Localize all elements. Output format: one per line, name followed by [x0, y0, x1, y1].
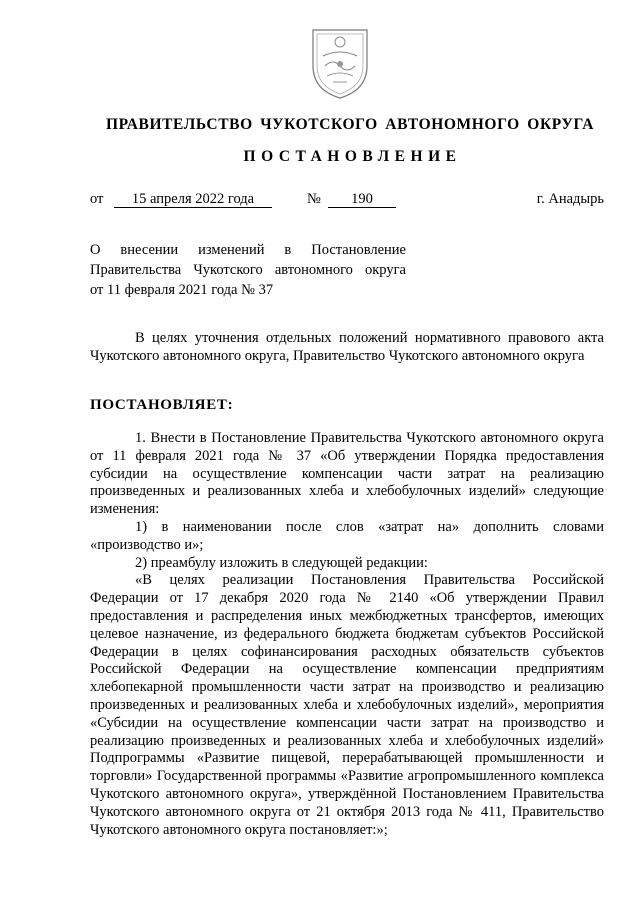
- government-title: ПРАВИТЕЛЬСТВО ЧУКОТСКОГО АВТОНОМНОГО ОКРУГА: [105, 116, 595, 133]
- coat-of-arms-icon: [305, 22, 375, 102]
- intro-paragraph: В целях уточнения отдельных положений нормативного правового акта Чукотского автономного округа, Правительство Чукотского автономного округа: [90, 330, 604, 364]
- item-paragraph: 2) преамбулу изложить в следующей редакции:: [135, 554, 428, 571]
- document-meta: [90, 191, 604, 211]
- document-date: 15 апреля 2022 года: [114, 191, 272, 208]
- document-type-title: ПОСТАНОВЛЕНИЕ: [243, 148, 462, 165]
- item-paragraph: 1) в наименовании после слов «затрат на» дополнить словами «производство и»;: [90, 518, 604, 553]
- resolution-items: [90, 430, 604, 839]
- item-paragraph: 1. Внести в Постановление Правительства Чукотского автономного округа от 11 февраля 2021 года № 37 «Об утверждении Порядка предоставления субсидии на осуществление компенсации части затрат на реализацию произведенных и реализованных хлеба и хлебобулочных изделий» следующие изменения:: [90, 430, 604, 518]
- item-paragraph: «В целях реализации Постановления Правительства Российской Федерации от 17 декабря 2020 года № 2140 «Об утверждении Правил предоставления и распределения иных межбюджетных трансфертов, имеющих целевое назначение, из федерального бюджета бюджетам субъектов Российской Федерации в целях софинансирования расходных обязательств субъектов Российской Федерации на осуществление компенсации предприятиям хлебопекарной промышленности части затрат на производство и реализацию произведенных и реализованных хлеба и хлебобулочных изделий», мероприятия «Субсидии на осуществление компенсации части затрат на производство и реализацию произведенных и реализованных хлеба и хлебобулочных изделий» Подпрограммы «Развитие пищевой, перерабатывающей промышленности и торговли» Государственной программы «Развитие агропромышленного комплекса Чукотского автономного округа», утверждённой Постановлением Правительства Чукотского автономного округа от 21 октября 2013 года № 411, Правительство Чукотского автономного округа постановляет:»;: [90, 572, 604, 838]
- number-label: №: [307, 191, 321, 207]
- subject-line-3: от 11 февраля 2021 года № 37: [90, 282, 274, 298]
- subject-line-1: О внесении изменений в Постановление: [90, 242, 406, 258]
- from-label: от: [90, 191, 104, 207]
- document-number: 190: [328, 191, 396, 208]
- document-city: г. Анадырь: [536, 191, 604, 207]
- document-subject: [90, 240, 406, 300]
- subject-line-2: Правительства Чукотского автономного округа: [90, 262, 406, 278]
- resolve-heading: ПОСТАНОВЛЯЕТ:: [90, 397, 234, 413]
